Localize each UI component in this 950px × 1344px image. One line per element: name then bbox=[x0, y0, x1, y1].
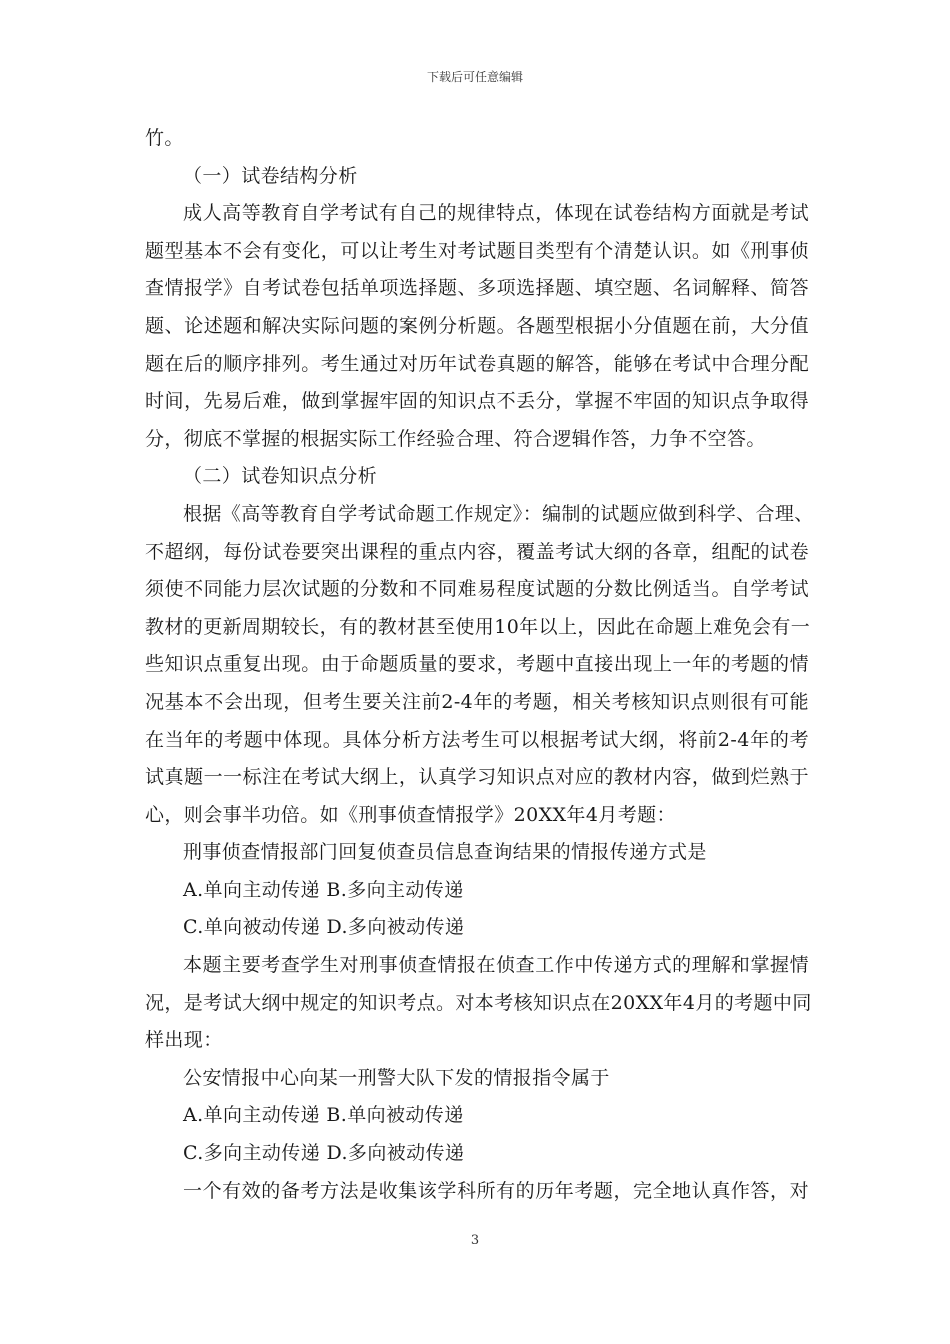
text-line: 教材的更新周期较长，有的教材甚至使用10年以上，因此在命题上难免会有一 bbox=[145, 615, 811, 638]
text-line: 题、论述题和解决实际问题的案例分析题。各题型根据小分值题在前，大分值 bbox=[145, 314, 809, 337]
section-heading: （一）试卷结构分析 bbox=[183, 164, 358, 187]
text-line: 竹。 bbox=[145, 127, 184, 149]
page-header: 下载后可任意编辑 bbox=[426, 70, 523, 84]
text-line: 况，是考试大纲中规定的知识考点。对本考核知识点在20XX年4月的考题中同 bbox=[145, 991, 812, 1014]
text-line: 在当年的考题中体现。具体分析方法考生可以根据考试大纲，将前2-4年的考 bbox=[145, 728, 809, 751]
text-line: 本题主要考查学生对刑事侦查情报在侦查工作中传递方式的理解和掌握情 bbox=[183, 954, 809, 977]
text-line: 题在后的顺序排列。考生通过对历年试卷真题的解答，能够在考试中合理分配 bbox=[145, 352, 809, 375]
text-line: 样出现： bbox=[145, 1029, 223, 1052]
question-stem: 刑事侦查情报部门回复侦查员信息查询结果的情报传递方式是 bbox=[183, 841, 707, 864]
text-line: 须使不同能力层次试题的分数和不同难易程度试题的分数比例适当。自学考试 bbox=[145, 578, 809, 601]
text-line: 成人高等教育自学考试有自己的规律特点，体现在试卷结构方面就是考试 bbox=[183, 202, 809, 225]
document-body bbox=[145, 120, 814, 1210]
text-line: 题型基本不会有变化，可以让考生对考试题目类型有个清楚认识。如《刑事侦 bbox=[145, 239, 809, 262]
question-options: A.单向主动传递 B.多向主动传递 bbox=[183, 878, 464, 901]
page-number: 3 bbox=[470, 1233, 480, 1248]
text-line: 根据《高等教育自学考试命题工作规定》：编制的试题应做到科学、合理、 bbox=[183, 502, 814, 525]
text-line: 心，则会事半功倍。如《刑事侦查情报学》20XX年4月考题： bbox=[145, 803, 676, 826]
text-line: 况基本不会出现，但考生要关注前2-4年的考题，相关考核知识点则很有可能 bbox=[145, 690, 809, 713]
text-line: 分，彻底不掌握的根据实际工作经验合理、符合逻辑作答，力争不空答。 bbox=[145, 427, 766, 450]
text-line: 一个有效的备考方法是收集该学科所有的历年考题，完全地认真作答，对 bbox=[183, 1179, 809, 1202]
text-line: 时间，先易后难，做到掌握牢固的知识点不丢分，掌握不牢固的知识点争取得 bbox=[145, 390, 809, 413]
question-stem: 公安情报中心向某一刑警大队下发的情报指令属于 bbox=[183, 1066, 610, 1089]
text-line: 试真题一一标注在考试大纲上，认真学习知识点对应的教材内容，做到烂熟于 bbox=[145, 766, 809, 789]
text-line: 不超纲，每份试卷要突出课程的重点内容，覆盖考试大纲的各章，组配的试卷 bbox=[145, 540, 809, 563]
question-options: A.单向主动传递 B.单向被动传递 bbox=[183, 1104, 464, 1127]
text-line: 查情报学》自考试卷包括单项选择题、多项选择题、填空题、名词解释、简答 bbox=[145, 277, 809, 300]
question-options: C.单向被动传递 D.多向被动传递 bbox=[183, 916, 465, 939]
question-options: C.多向主动传递 D.多向被动传递 bbox=[183, 1142, 465, 1165]
text-line: 些知识点重复出现。由于命题质量的要求，考题中直接出现上一年的考题的情 bbox=[145, 653, 809, 676]
section-heading: （二）试卷知识点分析 bbox=[183, 465, 378, 488]
